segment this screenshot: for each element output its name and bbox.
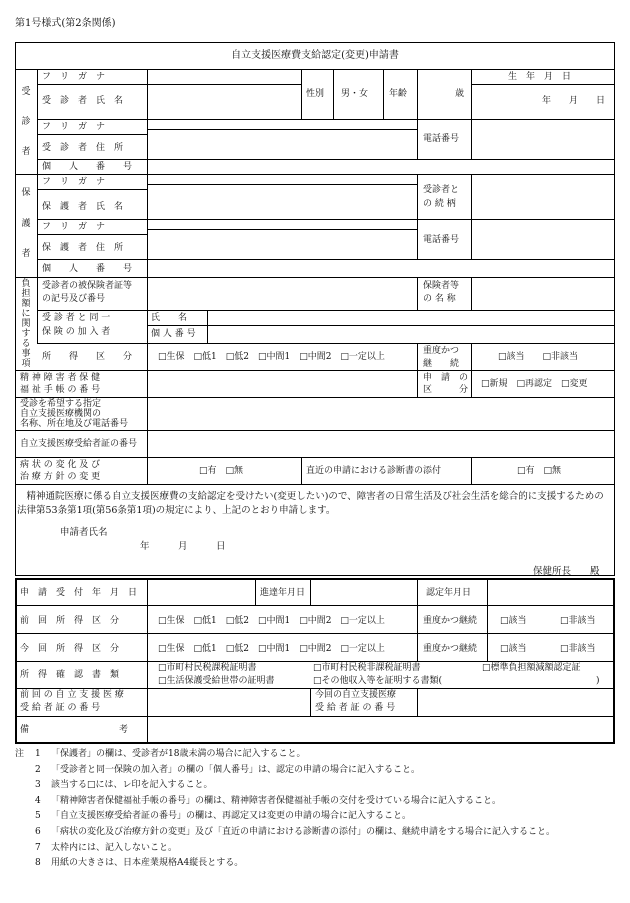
patient-group-label-3: 者 [21,147,31,157]
progress-date-label: 進達年月日 [260,588,306,598]
note-text: 「精神障害者保健福祉手帳の番号」の欄は、精神障害者保健福祉手帳の交付を受けている場合に記入すること。 [51,795,502,806]
insured-id-label: 個 人 番 号 [151,329,196,339]
guardian-furigana2-label: フ リ ガ ナ [42,222,106,232]
guardian-address-label: 保 護 者 住 所 [42,243,124,253]
severe-options[interactable]: □該当 □非該当 [498,352,579,362]
insured-card-label-2: の記号及び番号 [42,294,106,304]
prev-income-label: 前 回 所 得 区 分 [20,616,120,626]
guardian-id-label: 個 人 番 号 [42,264,133,274]
apply-type-options[interactable]: □新規 □再認定 □変更 [481,379,588,389]
diagnosis-attach-label: 直近の申請における診断書の添付 [306,466,442,476]
approved-date-label: 認定年月日 [426,588,472,598]
doc-option-welfare-certificate[interactable]: □生活保護受給世帯の証明書 [158,676,275,686]
note-number: 8 [35,858,41,869]
income-docs-label: 所 得 確 認 書 類 [20,670,120,680]
cur-severe-no[interactable]: □非該当 [560,644,596,654]
patient-phone-label: 電話番号 [423,134,460,144]
cur-cert-label-1: 今回の自立支援医療 [315,690,397,700]
prev-severe-no[interactable]: □非該当 [560,616,596,626]
note-text: 「保護者」の欄は、受診者が18歳未満の場合に記入すること。 [51,749,306,759]
note-number: 7 [35,842,41,853]
note-number: 3 [35,780,41,791]
guardian-phone-label: 電話番号 [423,235,460,245]
note-text: 「病状の変化及び治療方針の変更」及び「直近の申請における診断書の添付」の欄は、継続申請をする場合に記入すること。 [51,826,556,837]
severe-label-2: 継 続 [423,359,460,369]
note-text: 該当する□には、レ印を記入すること。 [51,780,213,791]
patient-group-label-1: 受 [21,87,31,97]
income-category-label: 所 得 区 分 [42,352,133,362]
relation-label-2: の 続 柄 [423,199,456,209]
note-text: 太枠内には、記入しないこと。 [51,842,178,853]
form-number: 第1号様式(第2条関係) [15,18,116,29]
birth-date-header: 生 年 月 日 [508,72,572,82]
addressee: 保健所長 殿 [533,566,600,577]
applicant-name-field[interactable] [115,524,315,540]
patient-furigana2-label: フ リ ガ ナ [42,122,106,132]
mental-card-label-1: 精 神 障 害 者 保 健 [20,373,101,383]
institution-label-1: 受診を希望する指定 [20,399,102,409]
form-title: 自立支援医療費支給認定(変更)申請書 [231,50,399,61]
doc-option-tax-certificate[interactable]: □市町村民税課税証明書 [158,663,257,673]
age-label: 年齢 [389,89,408,99]
institution-label-3: 名称、所在地及び電話番号 [20,419,129,429]
recipient-number-label: 自立支援医療受給者証の番号 [20,439,138,449]
same-insurance-label-1: 受 診 者 と 同 一 [42,313,111,323]
guardian-group-label-3: 者 [21,249,31,259]
applicant-name-label: 申請者氏名 [60,527,108,538]
note-text: 用紙の大きさは、日本産業規格A4縦長とする。 [51,858,244,869]
remarks-label: 備 考 [20,725,129,735]
condition-change-label-1: 病 状 の 変 化 及 び [20,460,101,470]
guardian-group-label-1: 保 [21,188,31,198]
application-date: 年 月 日 [140,541,226,552]
sex-options[interactable]: 男・女 [341,89,369,99]
prev-severe-label: 重度かつ継続 [423,616,478,626]
note-number: 2 [35,764,41,775]
guardian-group-label-2: 護 [21,219,31,229]
declaration-text: 精神通院医療に係る自立支援医療費の支給認定を受けたい(変更したい)ので、障害者の日常生活及び社会生活を総合的に支援するための法律第53条第1項(第56条第1項)の規定により、上記のとおり申請します。 [17,491,604,516]
condition-change-label-2: 治 療 方 針 の 変 更 [20,472,101,482]
note-number: 4 [35,795,41,806]
cur-cert-label-2: 受 給 者 証 の 番 号 [315,703,396,713]
doc-option-reduction-certificate[interactable]: □標準負担額減額認定証 [482,663,581,673]
patient-name-label: 受 診 者 氏 名 [42,96,124,106]
doc-option-nontax-certificate[interactable]: □市町村民税非課税証明書 [313,663,421,673]
institution-label-2: 自立支援医療機関の [20,409,102,419]
apply-type-label-1: 申 請 の [423,373,469,383]
apply-type-label-2: 区 分 [423,385,469,395]
insured-name-label: 氏 名 [151,313,188,323]
prev-severe-yes[interactable]: □該当 [500,616,527,626]
cur-severe-yes[interactable]: □該当 [500,644,527,654]
patient-name-field[interactable] [148,85,300,118]
note-text: 「自立支援医療受給者証の番号」の欄は、再認定又は変更の申請の場合に記入すること。 [51,811,412,822]
received-date-label: 申 請 受 付 年 月 日 [20,588,138,598]
insured-card-label-1: 受診者の被保険者証等 [42,281,133,291]
cur-severe-label: 重度かつ継続 [423,644,478,654]
same-insurance-label-2: 保 険 の 加 入 者 [42,327,111,337]
cur-income-label: 今 回 所 得 区 分 [20,644,120,654]
birth-date-value: 年 月 日 [542,96,606,106]
insurer-label-2: の 名 称 [423,294,456,304]
doc-option-other-income[interactable]: □その他収入等を証明する書類( [313,676,443,686]
patient-address-field[interactable] [148,130,416,158]
diagnosis-attach-options[interactable]: □有 □無 [517,466,562,476]
patient-group-label-2: 診 [21,117,31,127]
note-text: 「受診者と同一保険の加入者」の欄の「個人番号」は、認定の申請の場合に記入すること。 [51,764,421,775]
guardian-name-label: 保 護 者 氏 名 [42,202,124,212]
insurer-label-1: 保険者等 [423,281,460,291]
patient-furigana-label: フ リ ガ ナ [42,72,106,82]
prev-cert-label-1: 前 回 の 自 立 支 援 医 療 [20,690,124,700]
patient-address-label: 受 診 者 住 所 [42,143,124,153]
mental-card-label-2: 福 祉 手 帳 の 番 号 [20,385,101,395]
prev-cert-label-2: 受 給 者 証 の 番 号 [20,703,101,713]
income-category-options[interactable]: □生保 □低1 □低2 □中間1 □中間2 □一定以上 [158,352,385,362]
severe-label-1: 重度かつ [423,346,460,356]
cur-income-options[interactable]: □生保 □低1 □低2 □中間1 □中間2 □一定以上 [158,644,385,654]
doc-option-close-paren: ) [596,676,600,686]
age-unit: 歳 [455,89,465,99]
guardian-furigana-label: フ リ ガ ナ [42,177,106,187]
relation-label-1: 受診者と [423,185,460,195]
prev-income-options[interactable]: □生保 □低1 □低2 □中間1 □中間2 □一定以上 [158,616,385,626]
notes-label: 注 [15,749,25,759]
condition-change-options[interactable]: □有 □無 [199,466,244,476]
note-number: 5 [35,811,41,822]
sex-label: 性別 [306,89,325,99]
note-number: 1 [35,749,41,759]
note-number: 6 [35,826,41,837]
patient-id-label: 個 人 番 号 [42,162,133,172]
